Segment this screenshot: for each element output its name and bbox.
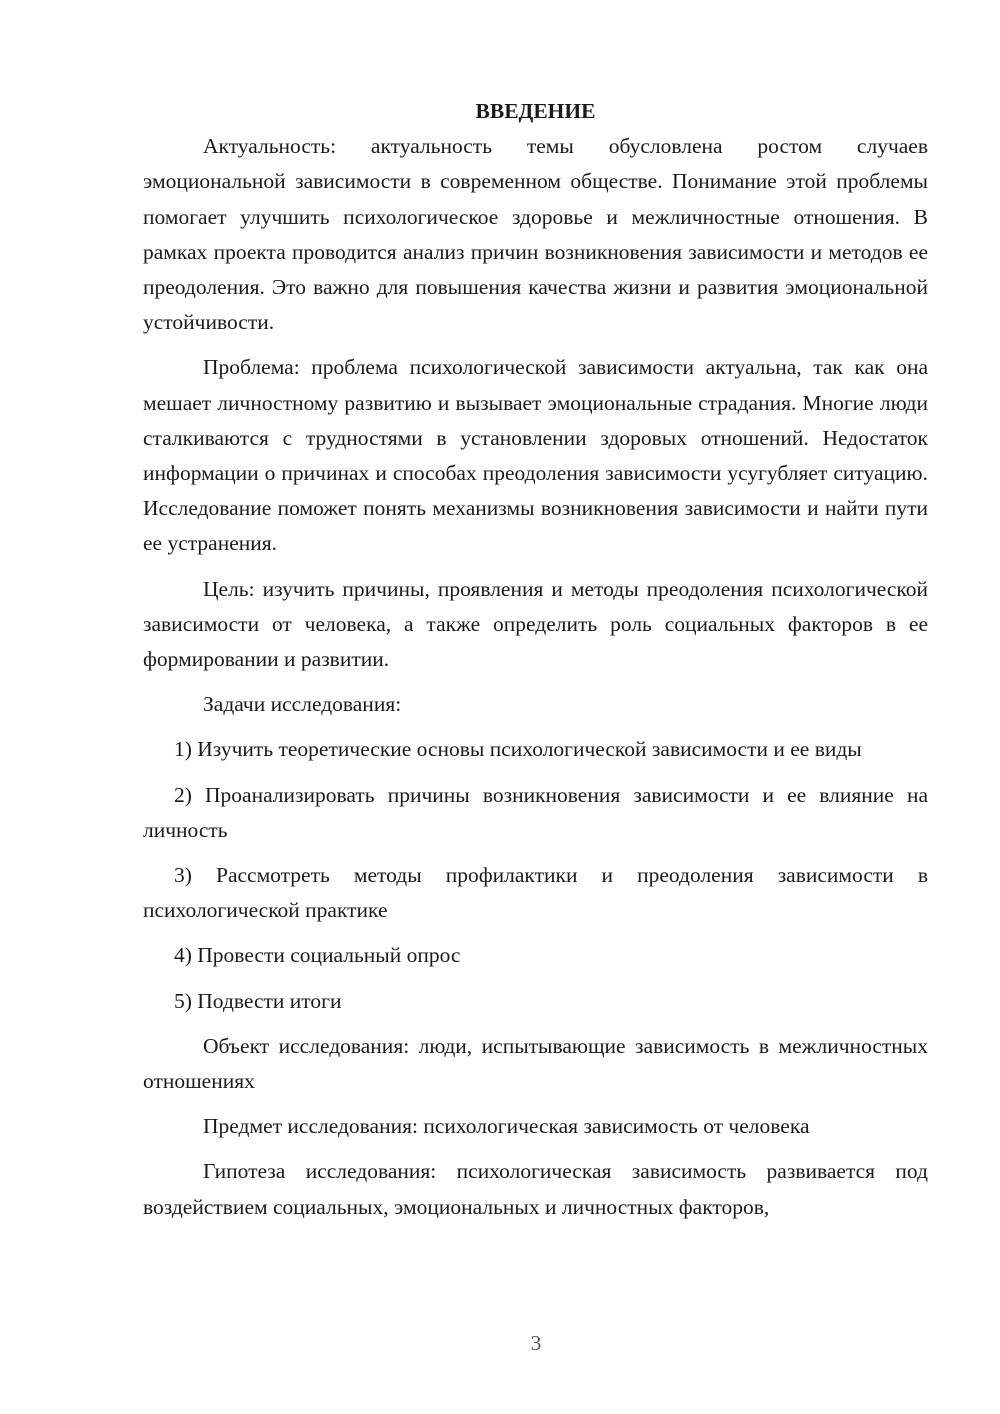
document-page: [143, 94, 928, 1235]
task-item-3: 3) Рассмотреть методы профилактики и преодоления зависимости в психологической практике: [143, 863, 928, 923]
tasks-heading: Задачи исследования:: [203, 692, 402, 717]
page-number: 3: [530, 1331, 542, 1355]
subject-paragraph: Предмет исследования: психологическая зависимость от человека: [203, 1114, 810, 1139]
problem-paragraph: Проблема: проблема психологической зависимости актуальна, так как она мешает личностному развитию и вызывает эмоциональные страдания. Многие люди сталкиваются с трудностями в установлении здоровых отношений. Недостаток информации о причинах и способах преодоления зависимости усугубляет ситуацию. Исследование поможет понять механизмы возникновения зависимости и найти пути ее устранения.: [143, 355, 928, 556]
task-item-5: 5) Подвести итоги: [174, 988, 342, 1013]
relevance-paragraph: Актуальность: актуальность темы обусловлена ростом случаев эмоциональной зависимости в современном обществе. Понимание этой проблемы помогает улучшить психологическое здоровье и межличностные отношения. В рамках проекта проводится анализ причин возникновения зависимости и методов ее преодоления. Это важно для повышения качества жизни и развития эмоциональной устойчивости.: [143, 134, 928, 335]
section-heading: ВВЕДЕНИЕ: [475, 99, 596, 123]
task-item-1: 1) Изучить теоретические основы психологической зависимости и ее виды: [174, 737, 862, 762]
object-paragraph: Объект исследования: люди, испытывающие зависимость в межличностных отношениях: [143, 1033, 928, 1094]
goal-paragraph: Цель: изучить причины, проявления и методы преодоления психологической зависимости от человека, а также определить роль социальных факторов в ее формировании и развитии.: [143, 576, 928, 672]
task-item-4: 4) Провести социальный опрос: [174, 943, 461, 968]
task-item-2: 2) Проанализировать причины возникновения зависимости и ее влияние на личность: [143, 782, 928, 842]
hypothesis-paragraph: Гипотеза исследования: психологическая зависимость развивается под воздействием социальных, эмоциональных и личностных факторов,: [143, 1159, 928, 1219]
